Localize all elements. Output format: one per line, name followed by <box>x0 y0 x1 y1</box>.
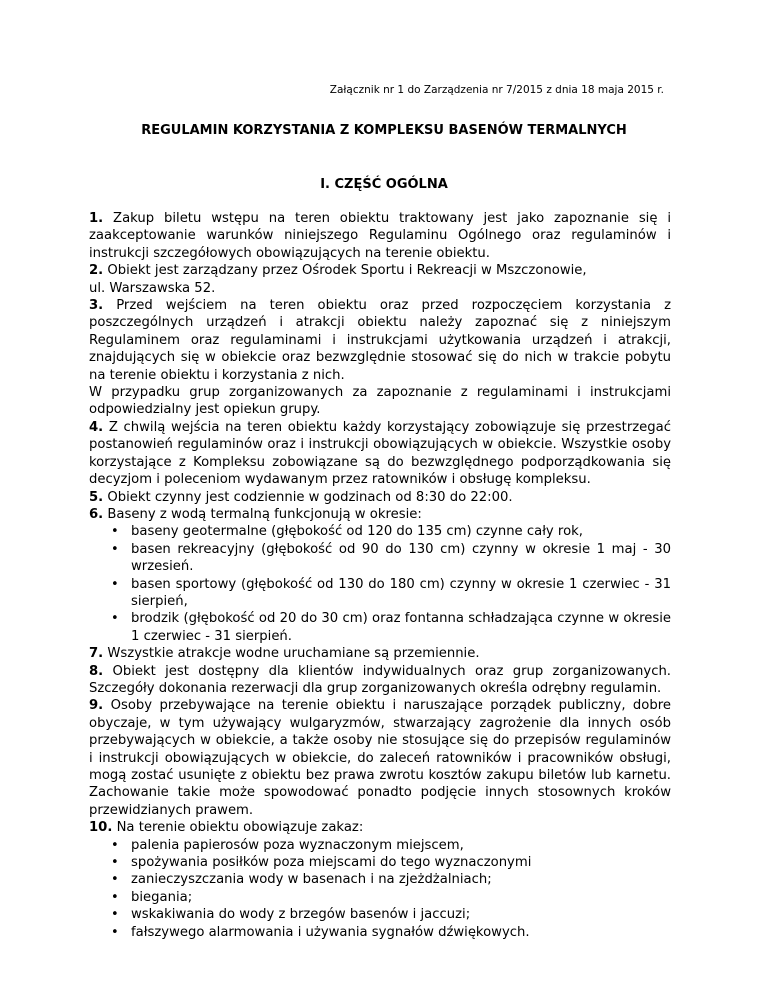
list-item: • fałszywego alarmowania i używania sygnałów dźwiękowych. <box>89 924 671 941</box>
paragraph-number: 8. <box>89 663 104 679</box>
paragraph-text: Obiekt jest dostępny dla klientów indywidualnych oraz grup zorganizowanych. Szczegóły dokonania rezerwacji dla grup zorganizowanych określa odrębny regulamin. <box>89 663 671 696</box>
paragraph-3 <box>89 297 671 384</box>
document-title: REGULAMIN KORZYSTANIA Z KOMPLEKSU BASENÓW TERMALNYCH <box>141 123 627 138</box>
list-item: • zanieczyszczania wody w basenach i na zjeżdżalniach; <box>89 871 671 888</box>
list-item: • biegania; <box>89 889 671 906</box>
paragraph-text: Przed wejściem na teren obiektu oraz przed rozpoczęciem korzystania z poszczególnych urządzeń i atrakcji obiektu należy zapoznać się z niniejszym Regulaminem oraz regulaminami i instrukcjami użytkowania urządzeń i atrakcji, znajdujących się w obiekcie oraz bezwzględnie stosować się do nich w trakcie pobytu na terenie obiektu i korzystania z nich. <box>89 298 671 383</box>
paragraph-number: 2. <box>89 263 104 279</box>
paragraph-7 <box>89 645 671 662</box>
paragraph-text: Z chwilą wejścia na teren obiektu każdy korzystający zobowiązuje się przestrzegać postanowień regulaminów oraz i instrukcji obowiązujących w obiekcie. Wszystkie osoby korzystające z Kompleksu zobowiązane są do bezwzględnego podporządkowania się decyzjom i poleceniom wydawanym przez ratowników i obsługę kompleksu. <box>89 419 671 488</box>
paragraph-number: 3. <box>89 298 104 314</box>
paragraph-text: Zakup biletu wstępu na teren obiektu traktowany jest jako zapoznanie się i zaakceptowanie warunków niniejszego Regulaminu Ogólnego oraz regulaminów i instrukcji szczegółowych obowiązujących na terenie obiektu. <box>89 211 671 261</box>
paragraph-text: Obiekt czynny jest codziennie w godzinach od 8:30 do 22:00. <box>103 489 513 505</box>
list-item: • basen sportowy (głębokość od 130 do 180 cm) czynny w okresie 1 czerwiec - 31 sierpień, <box>89 576 671 611</box>
paragraph-number: 7. <box>89 646 104 662</box>
paragraph-text: Baseny z wodą termalną funkcjonują w okresie: <box>103 506 422 522</box>
section-title: I. CZĘŚĆ OGÓLNA <box>320 177 448 192</box>
paragraph-number: 5. <box>89 489 104 505</box>
list-item: • basen rekreacyjny (głębokość od 90 do 130 cm) czynny w okresie 1 maj - 30 wrzesień. <box>89 541 671 576</box>
document-body <box>89 210 671 941</box>
pool-schedule-list <box>89 523 671 645</box>
paragraph-text: Na terenie obiektu obowiązuje zakaz: <box>112 820 364 836</box>
list-item: • baseny geotermalne (głębokość od 120 do 135 cm) czynne cały rok, <box>89 523 671 540</box>
paragraph-text: Obiekt jest zarządzany przez Ośrodek Sportu i Rekreacji w Mszczonowie, <box>103 263 587 279</box>
paragraph-5 <box>89 489 671 506</box>
paragraph-9 <box>89 697 671 819</box>
paragraph-number: 9. <box>89 698 104 714</box>
paragraph-number: 1. <box>89 211 104 226</box>
paragraph-text: Wszystkie atrakcje wodne uruchamiane są przemiennie. <box>103 646 480 662</box>
paragraph-8 <box>89 663 671 698</box>
paragraph-10 <box>89 819 671 836</box>
prohibitions-list <box>89 837 671 941</box>
paragraph-number: 6. <box>89 506 104 522</box>
paragraph-2 <box>89 262 671 297</box>
list-item: • brodzik (głębokość od 20 do 30 cm) oraz fontanna schładzająca czynne w okresie 1 czerwiec - 31 sierpień. <box>89 610 671 645</box>
list-item: • wskakiwania do wody z brzegów basenów i jaccuzi; <box>89 906 671 923</box>
paragraph-text-address: ul. Warszawska 52. <box>89 280 216 296</box>
list-item: • spożywania posiłków poza miejscami do tego wyznaczonymi <box>89 854 671 871</box>
paragraph-1 <box>89 210 671 262</box>
list-item: • palenia papierosów poza wyznaczonym miejscem, <box>89 837 671 854</box>
paragraph-3-note: W przypadku grup zorganizowanych za zapoznanie z regulaminami i instrukcjami odpowiedzialny jest opiekun grupy. <box>89 385 671 418</box>
attachment-note: Załącznik nr 1 do Zarządzenia nr 7/2015 z dnia 18 maja 2015 r. <box>329 84 664 96</box>
paragraph-4 <box>89 419 671 489</box>
paragraph-number: 10. <box>89 820 113 836</box>
paragraph-number: 4. <box>89 419 104 435</box>
paragraph-text: Osoby przebywające na terenie obiektu i naruszające porządek publiczny, dobre obyczaje, w tym używający wulgaryzmów, stwarzający zagrożenie dla innych osób przebywających w obiekcie, a także osoby nie stosujące się do przepisów regulaminów i instrukcji obowiązujących w obiekcie, do zaleceń ratowników i pracowników obsługi, mogą zostać usunięte z obiektu bez prawa zwrotu kosztów zakupu biletów lub karnetu. Zachowanie takie może spowodować ponadto podjęcie innych stosownych kroków przewidzianych prawem. <box>89 698 671 818</box>
paragraph-6 <box>89 506 671 523</box>
